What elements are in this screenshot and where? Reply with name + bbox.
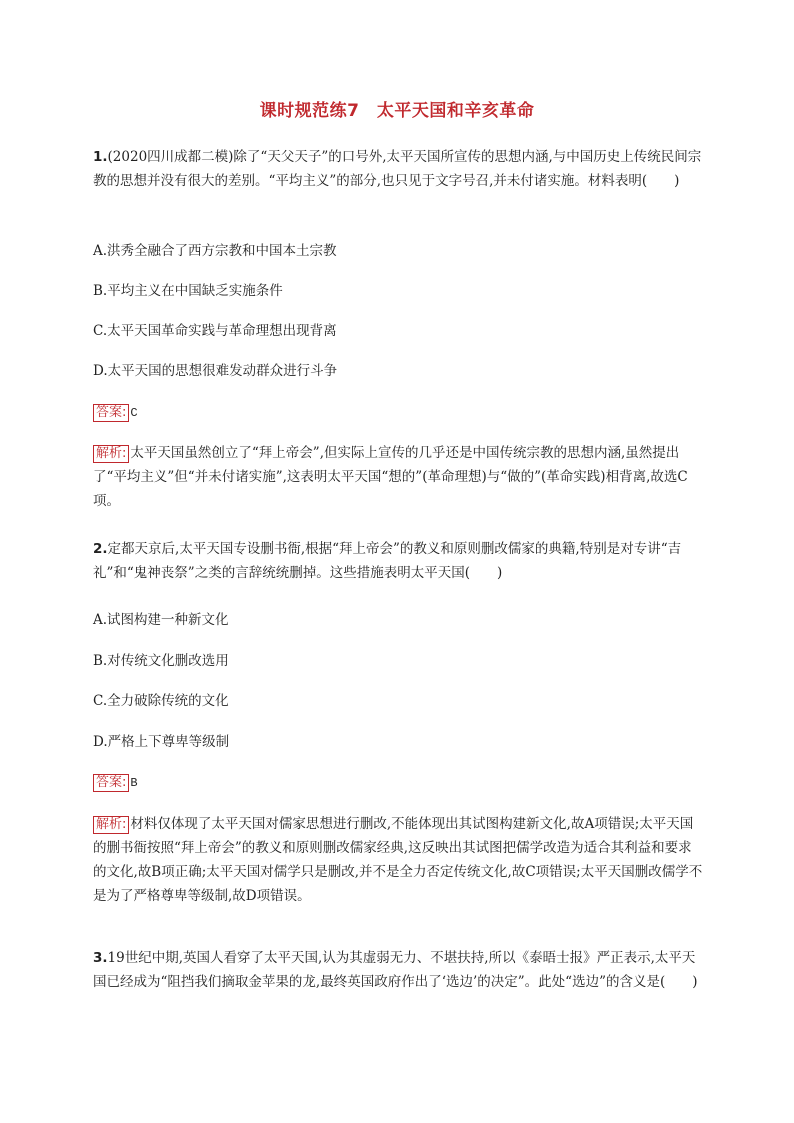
question-2	[93, 537, 703, 585]
option-text: C.全力破除传统的文化	[93, 693, 229, 709]
option-text: A.洪秀全融合了西方宗教和中国本土宗教	[93, 243, 337, 259]
answer-tag: 答案:	[93, 774, 129, 792]
explanation-tag: 解析:	[93, 816, 129, 834]
option-a	[93, 608, 703, 632]
question-text: 定都天京后,太平天国专设删书衙,根据“拜上帝会”的教义和原则删改儒家的典籍,特别是对专讲“吉礼”和“鬼神丧祭”之类的言辞统统删掉。这些措施表明太平天国( )	[93, 541, 682, 581]
answer-value: C	[130, 406, 138, 420]
option-text: B.对传统文化删改选用	[93, 653, 229, 669]
question-1	[93, 145, 703, 193]
option-d	[93, 730, 703, 754]
question-number: 1.	[93, 149, 108, 165]
answer-row	[93, 400, 703, 425]
explanation-text: 太平天国虽然创立了“拜上帝会”,但实际上宣传的几乎还是中国传统宗教的思想内涵,虽然提出了“平均主义”但“并未付诸实施”,这表明太平天国“想的”(革命理想)与“做的”(革命实践)相背离,故选C项。	[93, 445, 688, 509]
option-c	[93, 319, 703, 343]
question-number: 3.	[93, 950, 108, 966]
option-a	[93, 239, 703, 263]
question-text: (2020四川成都二模)除了“天父天子”的口号外,太平天国所宣传的思想内涵,与中国历史上传统民间宗教的思想并没有很大的差别。“平均主义”的部分,也只见于文字号召,并未付诸实施。材料表明( )	[93, 149, 702, 189]
option-text: A.试图构建一种新文化	[93, 612, 229, 628]
answer-tag: 答案:	[93, 404, 129, 422]
question-text: 19世纪中期,英国人看穿了太平天国,认为其虚弱无力、不堪扶持,所以《泰晤士报》严正表示,太平天国已经成为“阻挡我们摘取金苹果的龙,最终英国政府作出了‘选边’的决定”。此处“选边”的含义是( )	[93, 950, 698, 990]
option-d	[93, 359, 703, 383]
explanation-text: 材料仅体现了太平天国对儒家思想进行删改,不能体现出其试图构建新文化,故A项错误;太平天国的删书衙按照“拜上帝会”的教义和原则删改儒家经典,这反映出其试图把儒学改造为适合其利益和要求的文化,故B项正确;太平天国对儒学只是删改,并不是全力否定传统文化,故C项错误;太平天国删改儒学不是为了严格尊卑等级制,故D项错误。	[93, 816, 703, 904]
question-stem	[93, 946, 703, 994]
question-3	[93, 946, 703, 994]
option-b	[93, 649, 703, 673]
option-c	[93, 689, 703, 713]
option-text: D.严格上下尊卑等级制	[93, 734, 230, 750]
option-text: B.平均主义在中国缺乏实施条件	[93, 283, 283, 299]
option-text: D.太平天国的思想很难发动群众进行斗争	[93, 363, 338, 379]
explanation-block	[93, 441, 703, 513]
explanation-block	[93, 812, 703, 908]
question-stem	[93, 145, 703, 193]
question-number: 2.	[93, 541, 108, 557]
answer-row	[93, 770, 703, 795]
option-text: C.太平天国革命实践与革命理想出现背离	[93, 323, 337, 339]
page-title: 课时规范练7 太平天国和辛亥革命	[259, 101, 535, 121]
question-stem	[93, 537, 703, 585]
explanation-tag: 解析:	[93, 445, 129, 463]
answer-value: B	[130, 776, 138, 790]
option-b	[93, 279, 703, 303]
